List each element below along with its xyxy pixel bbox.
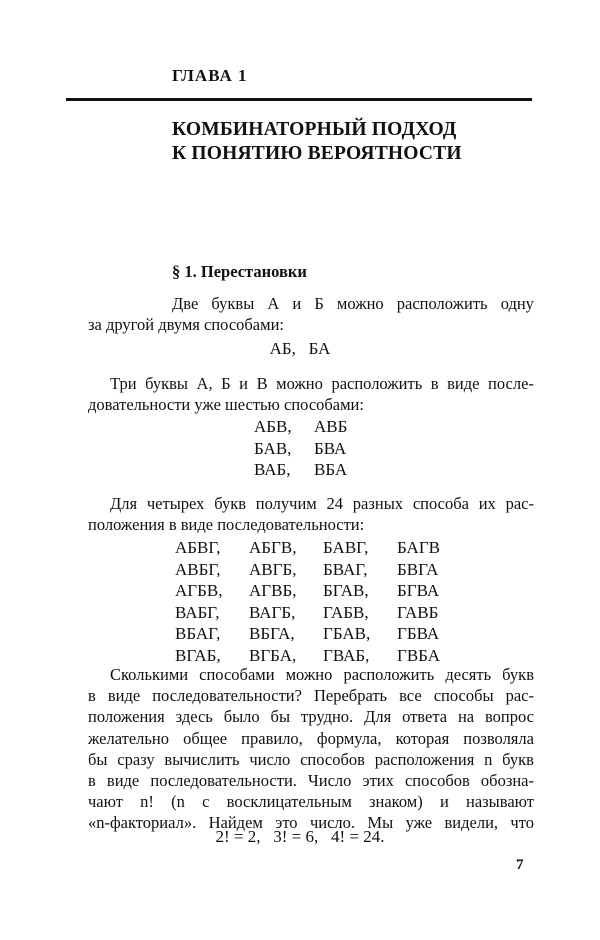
word: и [439, 792, 449, 812]
word: позволяла [463, 728, 534, 748]
word: В [256, 374, 268, 393]
word: получим [255, 494, 317, 513]
word: сразу [117, 749, 155, 769]
word: букв [502, 749, 534, 769]
arrangement: ГБАВ, [323, 624, 371, 643]
word: разных [352, 494, 404, 513]
word: Две [172, 294, 199, 313]
paragraph-4-line-3 [88, 706, 534, 727]
word: можно [336, 294, 384, 313]
word: Найдем [208, 813, 263, 833]
word: восклицательным [226, 792, 352, 812]
word: А [267, 294, 280, 313]
word: расположить [343, 665, 435, 684]
paragraph-4-line-5 [88, 749, 534, 770]
arrangement-row [254, 459, 374, 481]
word: этих [362, 771, 394, 791]
word: последовательности. [150, 771, 297, 791]
arrangement: АБВ, [254, 417, 292, 436]
arrangement: ВБА [314, 460, 348, 479]
word: способы [433, 686, 494, 706]
word: способов [404, 771, 470, 791]
arrangement-row [175, 559, 471, 581]
paragraph-3 [88, 493, 534, 535]
paragraph-4-line-6 [88, 770, 534, 791]
word: виде [447, 374, 480, 393]
arrangement: АБГВ, [249, 538, 297, 557]
arrangement: АГБВ, [175, 581, 223, 600]
word: последовательности? [152, 686, 302, 706]
arrangement-row [175, 580, 471, 602]
word: с [202, 792, 210, 812]
paragraph-2-line-2: довательности уже шестью способами: [88, 395, 364, 415]
word: число. [309, 813, 356, 833]
word: и [292, 294, 302, 313]
word: виде [107, 686, 141, 706]
word: можно [276, 374, 323, 393]
arrangement: АВГБ, [249, 559, 297, 579]
word: было [223, 707, 260, 727]
word: расположить [396, 294, 488, 313]
word: Б [221, 374, 231, 393]
paragraph-1-line-2: за другой двумя способами: [88, 315, 284, 335]
arrangement-row [254, 416, 374, 438]
arrangement: БАВ, [254, 438, 292, 458]
chapter-label: ГЛАВА 1 [172, 66, 248, 85]
word: в [88, 686, 96, 706]
word: 24 [326, 494, 343, 513]
word: знаком) [369, 792, 423, 812]
section-title: § 1. Перестановки [172, 262, 307, 281]
word: рас- [505, 686, 534, 706]
arrangement: ГАБВ, [323, 602, 369, 622]
arrangement: АВБ [314, 417, 348, 436]
word: число [249, 749, 291, 769]
word: расположить [331, 374, 423, 393]
paragraph-3-line-1 [88, 493, 534, 514]
paragraph-3-line-2: положения в виде последовательности: [88, 515, 365, 535]
word: способа [412, 494, 469, 513]
word: букв [214, 494, 247, 513]
word: в [88, 771, 96, 791]
arrangement: ВАБ, [254, 460, 291, 479]
word: n [484, 749, 493, 769]
paragraph-1-line-1 [88, 293, 534, 314]
arrangements-four-letters [175, 537, 471, 666]
word: Б [314, 294, 324, 313]
word: положения [88, 707, 165, 727]
word: формула, [316, 728, 382, 748]
word: А, [196, 374, 213, 393]
chapter-title [172, 118, 462, 166]
word: можно [285, 665, 333, 684]
word: здесь [175, 707, 213, 727]
word: в [430, 374, 439, 393]
arrangement: БВГА [397, 559, 439, 579]
arrangement: БАВГ, [323, 538, 369, 557]
arrangement: БВА [314, 438, 347, 458]
word: способами [199, 665, 275, 684]
word: на [457, 707, 475, 727]
arrangements-three-letters [254, 416, 374, 481]
word: способов [300, 749, 365, 769]
arrangement: ГАВБ [397, 602, 439, 622]
arrangement-row [175, 623, 471, 645]
word: букв [502, 665, 534, 684]
word: десять [445, 665, 492, 684]
word: чают [88, 792, 123, 812]
arrangement-row [175, 602, 471, 624]
arrangement: ВАБГ, [175, 602, 220, 622]
word: Сколькими [110, 665, 189, 684]
word: желательно [88, 728, 170, 748]
paragraph-4-line-7 [88, 791, 534, 812]
paragraph-4-line-2 [88, 685, 534, 706]
paragraph-4-line-1 [88, 664, 534, 685]
word: буквы [145, 374, 188, 393]
paragraph-1 [88, 293, 534, 335]
arrangement: ГБВА [397, 624, 440, 643]
word: Для [364, 707, 392, 727]
word: Мы [367, 813, 394, 833]
word: бы [88, 749, 108, 769]
word: вопрос [485, 707, 534, 727]
word: виде [106, 771, 140, 791]
word: видели, [444, 813, 499, 833]
arrangement: ВГБА, [249, 645, 297, 665]
arrangement: ВБГА, [249, 624, 295, 643]
arrangement: БГАВ, [323, 581, 369, 600]
word: это [275, 813, 298, 833]
word: рас- [505, 494, 534, 513]
word: что [510, 813, 534, 833]
word: Перебрать [313, 686, 388, 706]
paragraph-4-line-4 [88, 728, 534, 749]
word: правило, [241, 728, 303, 748]
word: четырех [146, 494, 205, 513]
header-rule [66, 98, 532, 101]
word: «n-факториал». [88, 813, 197, 833]
word: после- [488, 374, 534, 393]
word: расположения [374, 749, 475, 769]
word: называют [466, 792, 534, 812]
word: Три [110, 374, 137, 393]
arrangement: БВАГ, [323, 559, 368, 579]
word: трудно. [300, 707, 354, 727]
arrangement: ВБАГ, [175, 624, 221, 643]
word: которая [395, 728, 450, 748]
word: вычислить [164, 749, 240, 769]
arrangement: ГВАБ, [323, 645, 370, 665]
arrangement-row [254, 438, 374, 460]
word: бы [270, 707, 291, 727]
paragraph-2 [88, 373, 534, 415]
word: Число [308, 771, 352, 791]
word: уже [405, 813, 433, 833]
arrangement: ГВБА [397, 645, 440, 665]
chapter-title-line-2: К ПОНЯТИЮ ВЕРОЯТНОСТИ [172, 143, 462, 164]
arrangement: АГВБ, [249, 581, 297, 600]
arrangement: ВАГБ, [249, 602, 296, 622]
arrangement: БАГВ [397, 538, 440, 557]
factorial-formula: 2! = 2, 3! = 6, 4! = 24. [215, 827, 385, 846]
word: и [239, 374, 249, 393]
page-number: 7 [516, 857, 524, 873]
paragraph-4 [88, 664, 534, 834]
arrangement-row [175, 537, 471, 559]
arrangement-row [175, 645, 471, 667]
arrangements-two-letters: АБ, БА [269, 339, 331, 358]
word: их [478, 494, 496, 513]
word: обозна- [480, 771, 534, 791]
word: ответа [402, 707, 448, 727]
arrangement: АВБГ, [175, 559, 221, 579]
word: n! [140, 792, 154, 812]
arrangement: ВГАБ, [175, 645, 221, 665]
word: общее [183, 728, 228, 748]
word: буквы [211, 294, 255, 313]
word: Для [110, 494, 138, 513]
word: (n [171, 792, 185, 812]
arrangement: АБВГ, [175, 538, 221, 557]
arrangement: БГВА [397, 581, 440, 600]
chapter-title-line-1: КОМБИНАТОРНЫЙ ПОДХОД [172, 119, 457, 140]
paragraph-2-line-1 [88, 373, 534, 394]
word: одну [500, 294, 534, 313]
word: все [399, 686, 422, 706]
